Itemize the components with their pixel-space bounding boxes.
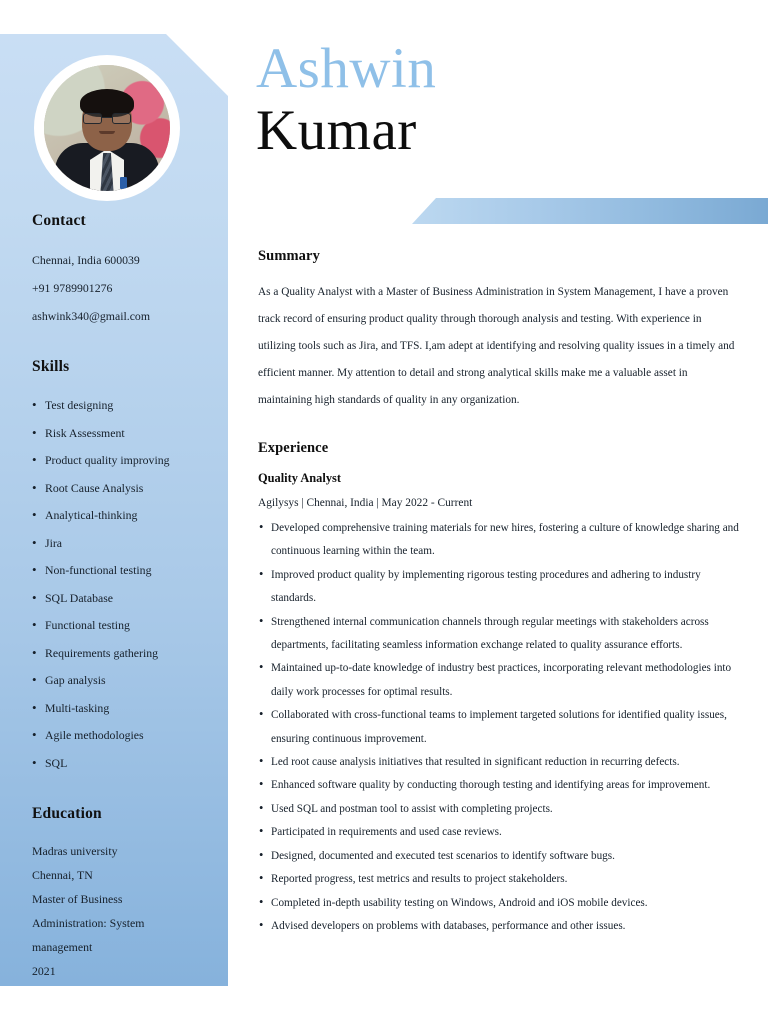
job-bullet: • Participated in requirements and used case reviews. <box>258 821 742 844</box>
education-line: Administration: System <box>32 916 145 930</box>
skill-item: • Root Cause Analysis <box>32 475 212 503</box>
job-meta: Agilysys | Chennai, India | May 2022 - Current <box>258 497 473 509</box>
job-bullet: • Maintained up-to-date knowledge of industry best practices, incorporating relevant methodologies into daily work processes for optimal results. <box>258 657 742 704</box>
skill-item: • Test designing <box>32 392 212 420</box>
job-bullet: • Advised developers on problems with databases, performance and other issues. <box>258 915 742 938</box>
job-bullet-list <box>258 517 742 938</box>
contact-heading: Contact <box>32 212 86 229</box>
skill-item: • Gap analysis <box>32 667 212 695</box>
education-line: Madras university <box>32 844 118 858</box>
contact-location: Chennai, India 600039 <box>32 253 140 267</box>
skill-item: • Non-functional testing <box>32 557 212 585</box>
first-name: Ashwin <box>256 37 437 100</box>
experience-section <box>258 440 742 938</box>
education-line: Master of Business <box>32 892 123 906</box>
page-title <box>256 38 436 162</box>
skill-item: • SQL Database <box>32 585 212 613</box>
education-heading: Education <box>32 805 102 822</box>
skill-item: • Product quality improving <box>32 447 212 475</box>
contact-email: ashwink340@gmail.com <box>32 309 151 323</box>
skill-item: • SQL <box>32 750 212 778</box>
job-bullet: • Collaborated with cross-functional teams to implement targeted solutions for identified quality issues, ensuring continuous improvement. <box>258 704 742 751</box>
summary-section <box>258 248 742 414</box>
main-content <box>258 248 742 938</box>
skills-heading: Skills <box>32 358 70 375</box>
education-line: 2021 <box>32 964 56 978</box>
profile-photo <box>44 65 170 191</box>
skill-item: • Risk Assessment <box>32 420 212 448</box>
skill-item: • Requirements gathering <box>32 640 212 668</box>
job-bullet: • Used SQL and postman tool to assist with completing projects. <box>258 798 742 821</box>
skill-item: • Multi-tasking <box>32 695 212 723</box>
job-bullet: • Developed comprehensive training materials for new hires, fostering a culture of knowledge sharing and continuous learning within the team. <box>258 517 742 564</box>
photo-mouth <box>99 131 115 134</box>
avatar <box>34 55 180 201</box>
glasses-icon <box>83 113 131 125</box>
job-bullet: • Strengthened internal communication channels through regular meetings with stakeholders across departments, facilitating seamless information exchange related to quality assurance efforts. <box>258 611 742 658</box>
education-line: Chennai, TN <box>32 868 93 882</box>
job-entry <box>258 471 742 938</box>
skill-item: • Jira <box>32 530 212 558</box>
photo-badge <box>120 177 127 189</box>
job-bullet: • Led root cause analysis initiatives that resulted in significant reduction in recurring defects. <box>258 751 742 774</box>
contact-phone: +91 9789901276 <box>32 281 113 295</box>
job-bullet: • Improved product quality by implementing rigorous testing procedures and adhering to industry standards. <box>258 564 742 611</box>
skill-item: • Functional testing <box>32 612 212 640</box>
job-bullet: • Reported progress, test metrics and results to project stakeholders. <box>258 868 742 891</box>
sidebar-content <box>32 212 212 983</box>
skill-item: • Analytical-thinking <box>32 502 212 530</box>
job-bullet: • Designed, documented and executed test scenarios to identify software bugs. <box>258 845 742 868</box>
summary-text: As a Quality Analyst with a Master of Business Administration in System Management, I have a proven track record of ensuring product quality through thorough analysis and testing. With experience in utilizing tools such as Jira, and TFS. I,am adept at identifying and resolving quality issues in a timely and efficient manner. My attention to detail and strong analytical skills make me a valuable asset in maintaining high standards of quality in any organization. <box>258 286 735 406</box>
education-details <box>32 839 212 983</box>
header-accent-bar <box>412 198 768 224</box>
last-name: Kumar <box>256 99 417 162</box>
job-bullet: • Completed in-depth usability testing on Windows, Android and iOS mobile devices. <box>258 892 742 915</box>
job-bullet: • Enhanced software quality by conducting thorough testing and identifying areas for improvement. <box>258 774 742 797</box>
skills-list <box>32 392 212 777</box>
skill-item: • Agile methodologies <box>32 722 212 750</box>
summary-heading: Summary <box>258 248 320 264</box>
job-title: Quality Analyst <box>258 471 341 485</box>
experience-heading: Experience <box>258 440 329 456</box>
education-line: management <box>32 940 93 954</box>
